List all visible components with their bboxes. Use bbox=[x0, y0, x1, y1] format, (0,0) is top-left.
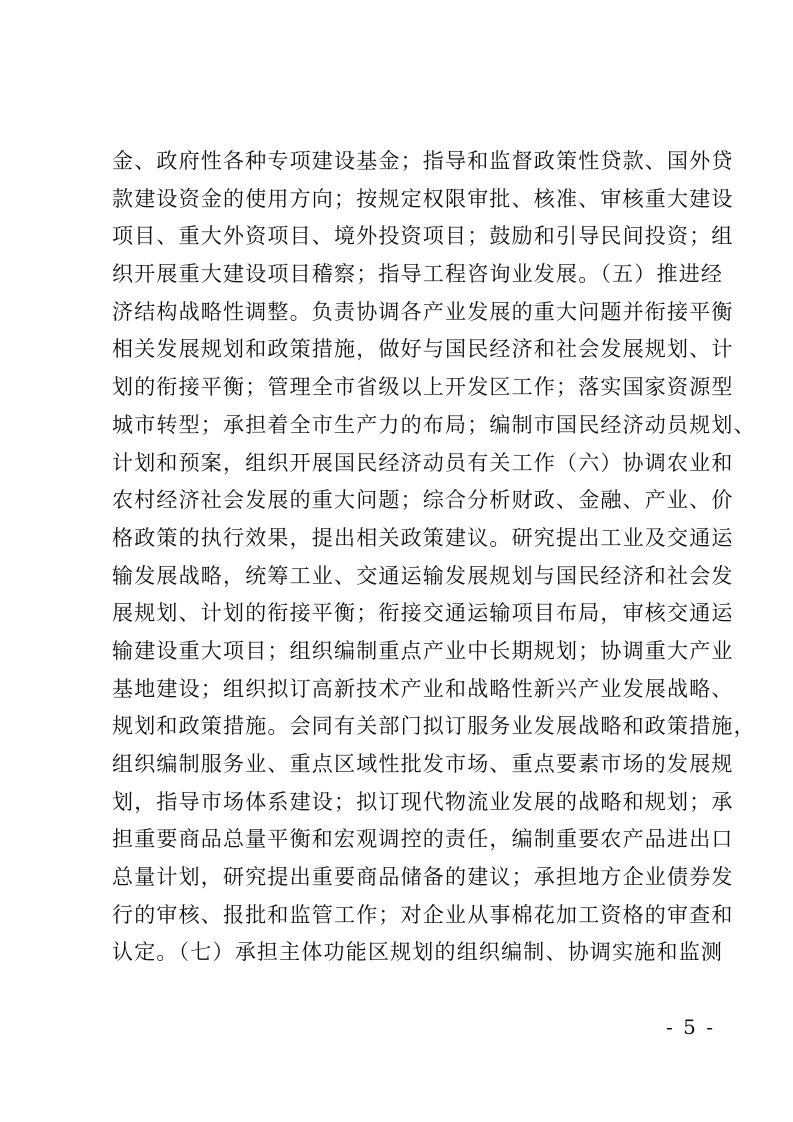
body-text bbox=[112, 143, 756, 972]
text-line: 农村经济社会发展的重大问题；综合分析财政、金融、产业、价 bbox=[112, 488, 734, 513]
text-line: 项目、重大外资项目、境外投资项目；鼓励和引导民间投资；组 bbox=[112, 224, 734, 249]
text-line: 基地建设；组织拟订高新技术产业和战略性新兴产业发展战略、 bbox=[112, 676, 734, 701]
text-line: 格政策的执行效果，提出相关政策建议。研究提出工业及交通运 bbox=[112, 525, 734, 550]
text-line: 划，指导市场体系建设；拟订现代物流业发展的战略和规划；承 bbox=[112, 789, 734, 814]
text-line: 织开展重大建设项目稽察；指导工程咨询业发展。（五）推进经 bbox=[112, 262, 724, 287]
text-line: 输发展战略，统筹工业、交通运输发展规划与国民经济和社会发 bbox=[112, 563, 734, 588]
text-line: 划的衔接平衡；管理全市省级以上开发区工作；落实国家资源型 bbox=[112, 375, 734, 400]
page-number: - 5 - bbox=[666, 1015, 715, 1039]
text-line: 款建设资金的使用方向；按规定权限审批、核准、审核重大建设 bbox=[112, 186, 734, 211]
text-line: 相关发展规划和政策措施，做好与国民经济和社会发展规划、计 bbox=[112, 337, 734, 362]
text-line: 计划和预案，组织开展国民经济动员有关工作（六）协调农业和 bbox=[112, 450, 734, 475]
text-line: 总量计划，研究提出重要商品储备的建议；承担地方企业债券发 bbox=[112, 865, 734, 890]
text-line: 济结构战略性调整。负责协调各产业发展的重大问题并衔接平衡 bbox=[112, 299, 734, 324]
text-line: 组织编制服务业、重点区域性批发市场、重点要素市场的发展规 bbox=[112, 752, 734, 776]
text-line: 行的审核、报批和监管工作；对企业从事棉花加工资格的审查和 bbox=[112, 902, 734, 927]
text-line: 担重要商品总量平衡和宏观调控的责任，编制重要农产品进出口 bbox=[112, 827, 734, 852]
text-line: 输建设重大项目；组织编制重点产业中长期规划；协调重大产业 bbox=[112, 638, 734, 663]
text-line: 展规划、计划的衔接平衡；衔接交通运输项目布局，审核交通运 bbox=[112, 601, 734, 626]
text-line: 规划和政策措施。会同有关部门拟订服务业发展战略和政策措施， bbox=[112, 714, 756, 739]
text-line: 城市转型；承担着全市生产力的布局；编制市国民经济动员规划、 bbox=[112, 412, 756, 437]
text-line: 认定。（七）承担主体功能区规划的组织编制、协调实施和监测 bbox=[112, 940, 724, 965]
text-line: 金、政府性各种专项建设基金；指导和监督政策性贷款、国外贷 bbox=[112, 149, 734, 173]
